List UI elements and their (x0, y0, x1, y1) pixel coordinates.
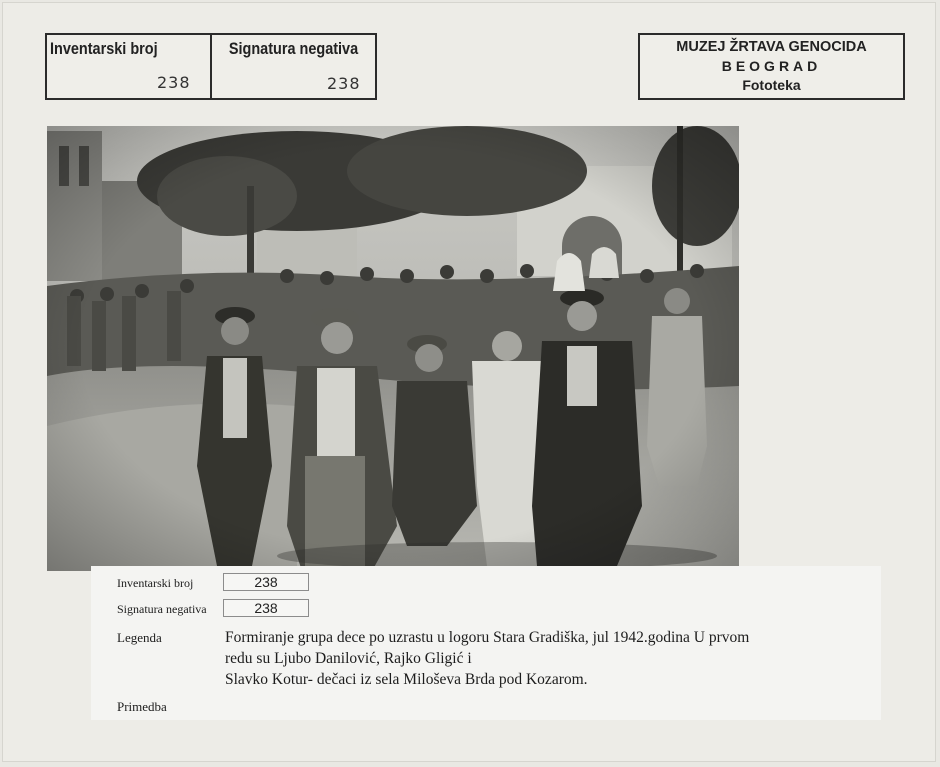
museum-stamp-box (638, 33, 905, 100)
negative-signature-label: Signatura negativa (228, 39, 359, 58)
record-inventory-field[interactable]: 238 (223, 573, 309, 591)
archive-card (2, 2, 936, 762)
record-negative-label: Signatura negativa (117, 602, 207, 616)
negative-signature-handwritten: 238 (327, 74, 361, 93)
museum-city: BEOGRAD (721, 58, 822, 74)
museum-name: MUZEJ ŽRTAVA GENOCIDA (676, 39, 867, 55)
negative-signature-cell (212, 35, 375, 98)
record-legend-label: Legenda (117, 630, 162, 645)
inventory-number-cell (47, 35, 212, 98)
inventory-header-box (45, 33, 377, 100)
record-negative-field[interactable]: 238 (223, 599, 309, 617)
record-inventory-label: Inventarski broj (117, 576, 194, 590)
record-remark-label: Primedba (117, 699, 167, 714)
legend-line-2: redu su Ljubo Danilović, Rajko Gligić i (225, 650, 472, 667)
legend-line-3: Slavko Kotur- dečaci iz sela Miloševa Brda pod Kozarom. (225, 671, 588, 688)
historical-photograph (47, 126, 739, 571)
legend-line-1: Formiranje grupa dece po uzrastu u logoru Stara Gradiška, jul 1942.godina U prvom (225, 629, 750, 646)
record-legend-text (225, 627, 865, 690)
photograph-image (47, 126, 739, 571)
museum-department: Fototeka (742, 77, 801, 93)
inventory-number-handwritten: 238 (157, 73, 191, 92)
inventory-number-label: Inventarski broj (50, 39, 158, 58)
record-panel (91, 566, 881, 720)
